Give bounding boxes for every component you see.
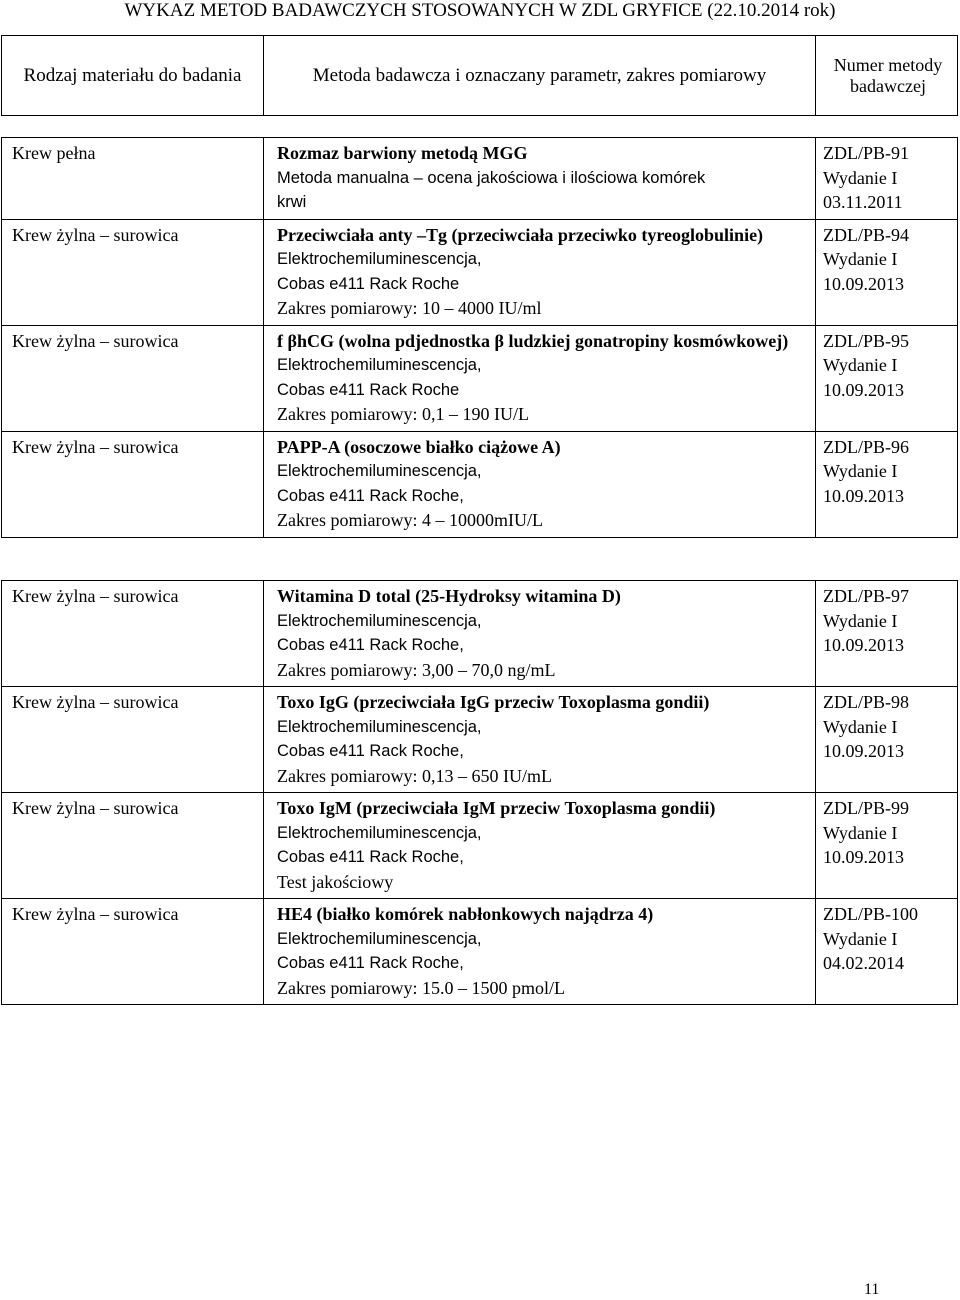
methods-table-1-body — [2, 138, 958, 538]
number-cell — [816, 325, 958, 431]
method-detail-line: Cobas e411 Rack Roche — [277, 274, 460, 293]
table-row — [2, 793, 958, 899]
header-row — [2, 36, 958, 116]
number-wrapper — [823, 793, 957, 874]
methods-table-2 — [1, 580, 958, 1005]
material-label: Krew żylna – surowica — [12, 692, 179, 712]
number-cell — [816, 899, 958, 1005]
method-wrapper — [277, 138, 815, 219]
number-wrapper — [823, 581, 957, 662]
method-wrapper — [277, 793, 815, 898]
method-detail-line: Elektrochemiluminescencja, — [277, 929, 482, 948]
method-wrapper — [277, 899, 815, 1004]
method-edition: Wydanie I — [823, 167, 898, 188]
method-edition: Wydanie I — [823, 610, 898, 631]
number-cell — [816, 793, 958, 899]
method-detail-line: Test jakościowy — [277, 871, 394, 892]
material-cell — [2, 219, 264, 325]
material-label: Krew żylna – surowica — [12, 586, 179, 606]
material-label: Krew żylna – surowica — [12, 904, 179, 924]
table-row — [2, 687, 958, 793]
material-wrapper — [12, 138, 263, 170]
material-label: Krew żylna – surowica — [12, 224, 179, 245]
method-cell — [264, 793, 816, 899]
method-detail-line: Elektrochemiluminescencja, — [277, 611, 482, 630]
method-name: Przeciwciała anty –Tg (przeciwciała przeciwko tyreoglobulinie) — [277, 224, 764, 245]
methods-table-2-body — [2, 581, 958, 1005]
method-name: PAPP-A (osoczowe białko ciążowe A) — [277, 436, 561, 457]
method-detail-line: Elektrochemiluminescencja, — [277, 462, 482, 480]
method-wrapper — [277, 581, 815, 686]
method-detail-line: Cobas e411 Rack Roche — [277, 380, 460, 399]
method-date: 03.11.2011 — [823, 192, 903, 212]
method-detail-line: Elektrochemiluminescencja, — [277, 356, 482, 374]
method-cell — [264, 219, 816, 325]
method-number: ZDL/PB-98 — [823, 692, 910, 712]
method-edition: Wydanie I — [823, 355, 898, 375]
page-title: WYKAZ METOD BADAWCZYCH STOSOWANYCH W ZDL GRYFICE (22.10.2014 rok) — [124, 0, 836, 21]
method-edition: Wydanie I — [823, 249, 898, 269]
material-cell — [2, 899, 264, 1005]
method-date: 10.09.2013 — [823, 635, 904, 655]
methods-table-1 — [1, 137, 958, 538]
method-name: f βhCG (wolna pdjednostka β ludzkiej gonatropiny kosmówkowej) — [277, 330, 789, 351]
method-number: ZDL/PB-96 — [823, 436, 910, 457]
method-number: ZDL/PB-94 — [823, 224, 910, 245]
method-cell — [264, 325, 816, 431]
header-table — [1, 35, 958, 116]
method-cell — [264, 581, 816, 687]
material-wrapper — [12, 793, 263, 825]
material-cell — [2, 431, 264, 537]
method-edition: Wydanie I — [823, 822, 898, 843]
method-cell — [264, 687, 816, 793]
method-detail-line: Cobas e411 Rack Roche, — [277, 848, 464, 866]
method-detail-line: Zakres pomiarowy: 0,1 – 190 IU/L — [277, 404, 529, 424]
method-name: Rozmaz barwiony metodą MGG — [277, 143, 528, 163]
method-cell — [264, 138, 816, 220]
table-row — [2, 219, 958, 325]
method-wrapper — [277, 687, 815, 792]
material-label: Krew żylna – surowica — [12, 436, 179, 457]
number-wrapper — [823, 326, 957, 407]
material-label: Krew żylna – surowica — [12, 330, 179, 351]
method-detail-line: Zakres pomiarowy: 15.0 – 1500 pmol/L — [277, 977, 565, 998]
method-name: Toxo IgG (przeciwciała IgG przeciw Toxoplasma gondii) — [277, 692, 710, 712]
method-edition: Wydanie I — [823, 716, 898, 737]
method-detail-line: Elektrochemiluminescencja, — [277, 250, 482, 268]
method-number: ZDL/PB-97 — [823, 586, 910, 606]
table-row — [2, 581, 958, 687]
method-detail-line: Zakres pomiarowy: 4 – 10000mIU/L — [277, 510, 543, 530]
table-row — [2, 325, 958, 431]
number-cell — [816, 581, 958, 687]
material-wrapper — [12, 687, 263, 719]
method-name: HE4 (białko komórek nabłonkowych najądrza 4) — [277, 904, 654, 924]
method-wrapper — [277, 220, 815, 325]
number-wrapper — [823, 899, 957, 980]
method-date: 04.02.2014 — [823, 953, 904, 973]
number-wrapper — [823, 687, 957, 768]
material-wrapper — [12, 899, 263, 931]
table-row — [2, 431, 958, 537]
method-wrapper — [277, 432, 815, 537]
material-cell — [2, 581, 264, 687]
method-number: ZDL/PB-95 — [823, 330, 910, 351]
method-wrapper — [277, 326, 815, 431]
method-date: 10.09.2013 — [823, 379, 904, 400]
material-cell — [2, 325, 264, 431]
header-material: Rodzaj materiału do badania — [2, 36, 264, 116]
header-method: Metoda badawcza i oznaczany parametr, zakres pomiarowy — [264, 36, 816, 116]
table-row — [2, 138, 958, 220]
method-detail-line: Zakres pomiarowy: 0,13 – 650 IU/mL — [277, 765, 552, 786]
number-wrapper — [823, 220, 957, 301]
method-number: ZDL/PB-99 — [823, 798, 910, 818]
method-cell — [264, 431, 816, 537]
method-detail-line: Zakres pomiarowy: 10 – 4000 IU/ml — [277, 298, 542, 318]
method-date: 10.09.2013 — [823, 485, 904, 506]
method-detail-line: Metoda manualna – ocena jakościowa i ilościowa komórek — [277, 168, 706, 187]
material-cell — [2, 793, 264, 899]
material-wrapper — [12, 432, 263, 464]
number-cell — [816, 138, 958, 220]
material-label: Krew żylna – surowica — [12, 798, 179, 818]
method-date: 10.09.2013 — [823, 847, 904, 867]
page-number: 11 — [864, 1281, 880, 1298]
method-detail-line: Zakres pomiarowy: 3,00 – 70,0 ng/mL — [277, 659, 556, 680]
method-number: ZDL/PB-100 — [823, 904, 919, 924]
method-detail-line: Cobas e411 Rack Roche, — [277, 636, 464, 654]
method-name: Toxo IgM (przeciwciała IgM przeciw Toxoplasma gondii) — [277, 798, 716, 818]
method-detail-line: Cobas e411 Rack Roche, — [277, 954, 464, 972]
method-number: ZDL/PB-91 — [823, 143, 910, 163]
method-edition: Wydanie I — [823, 928, 898, 949]
method-edition: Wydanie I — [823, 461, 898, 481]
number-cell — [816, 219, 958, 325]
method-cell — [264, 899, 816, 1005]
method-detail-line: Cobas e411 Rack Roche, — [277, 742, 464, 760]
material-wrapper — [12, 326, 263, 358]
material-wrapper — [12, 581, 263, 613]
method-detail-line: krwi — [277, 193, 307, 211]
material-cell — [2, 687, 264, 793]
method-detail-line: Cobas e411 Rack Roche, — [277, 486, 464, 505]
method-date: 10.09.2013 — [823, 741, 904, 761]
material-wrapper — [12, 220, 263, 252]
material-label: Krew pełna — [12, 143, 96, 163]
method-detail-line: Elektrochemiluminescencja, — [277, 823, 482, 842]
number-wrapper — [823, 432, 957, 513]
table-row — [2, 899, 958, 1005]
number-cell — [816, 431, 958, 537]
material-cell — [2, 138, 264, 220]
number-cell — [816, 687, 958, 793]
header-number: Numer metody badawczej — [816, 36, 958, 116]
method-name: Witamina D total (25-Hydroksy witamina D) — [277, 586, 621, 606]
number-wrapper — [823, 138, 957, 219]
method-detail-line: Elektrochemiluminescencja, — [277, 717, 482, 736]
method-date: 10.09.2013 — [823, 273, 904, 294]
